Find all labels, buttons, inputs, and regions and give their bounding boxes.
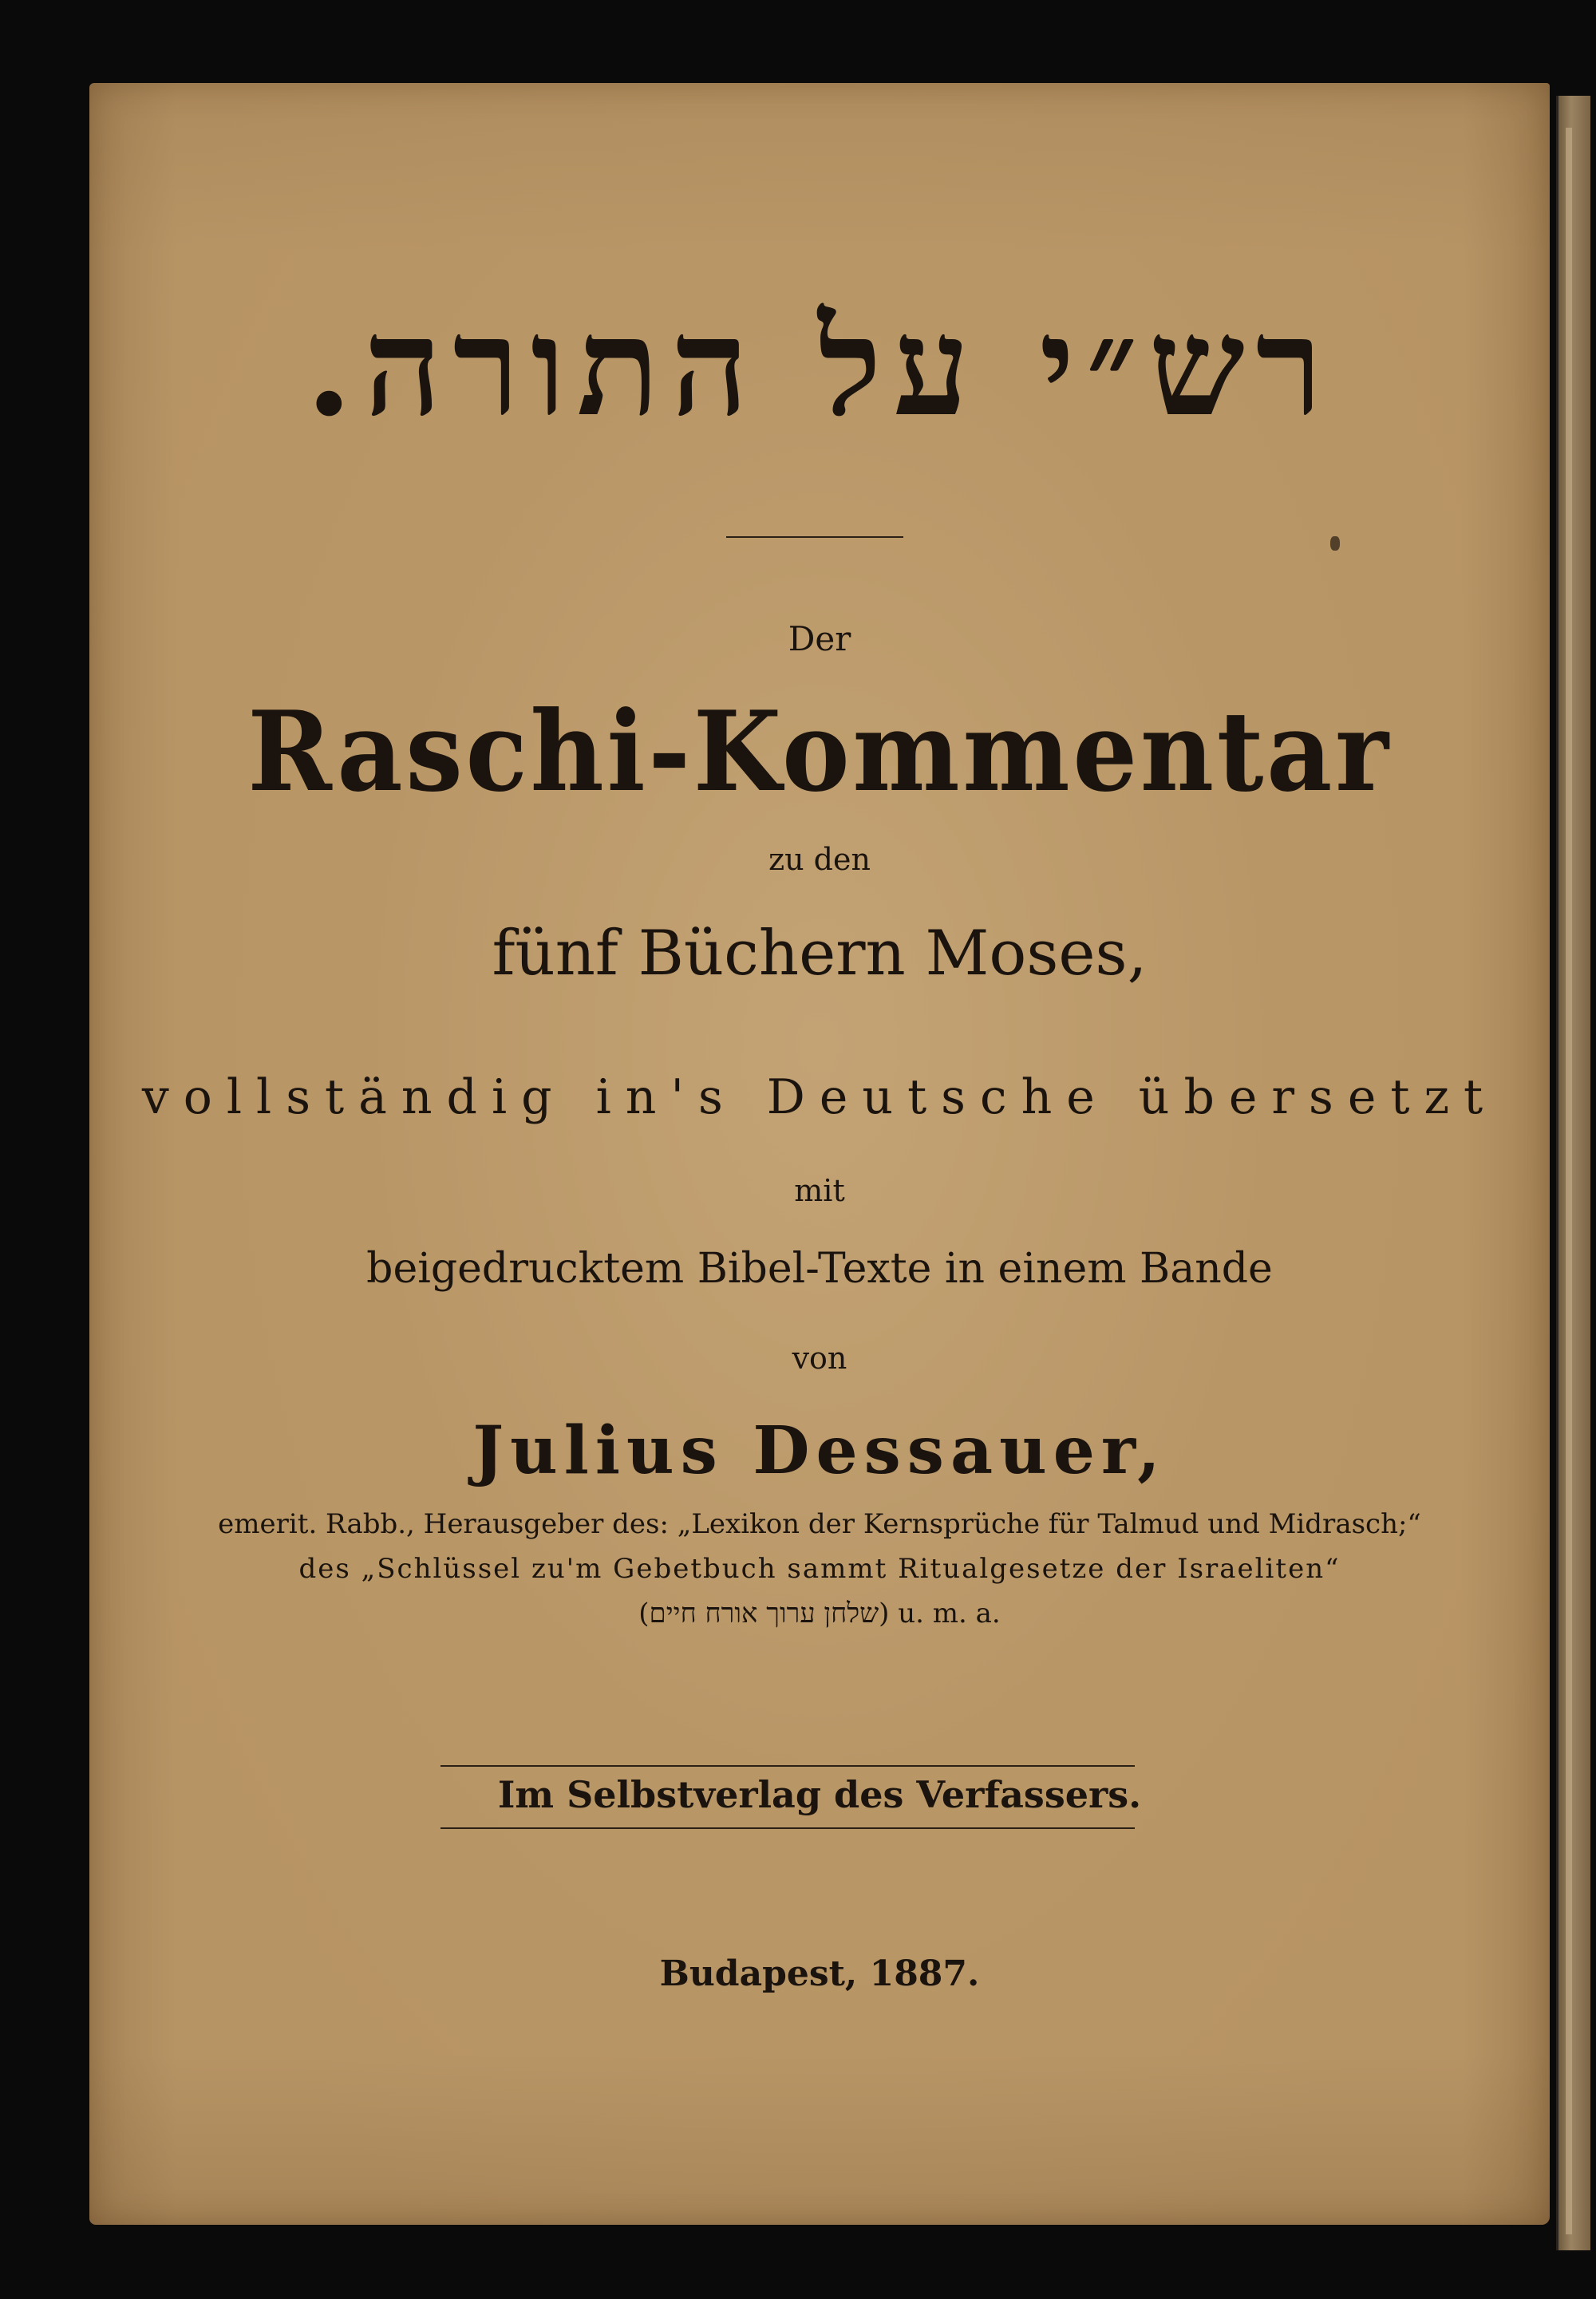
title-article: Der [788,619,851,658]
author-credits-line-2: des „Schlüssel zu'm Gebetbuch sammt Ritualgesetze der Israeliten“ [298,1553,1341,1585]
book-spine-edge [1556,96,1590,2250]
translation-line: vollständig in's Deutsche übersetzt [141,1069,1498,1125]
subject-line: fünf Büchern Moses, [492,918,1148,990]
mit-line: mit [794,1173,845,1208]
publisher-rule-top [440,1765,1135,1767]
place-and-date: Budapest, 1887. [659,1953,980,1994]
next-page-edge [1566,128,1572,2234]
bible-text-line: beigedrucktem Bibel-Texte in einem Bande [366,1245,1273,1293]
paper-speck [1330,536,1340,551]
author-credits-line-3: (שלחן ערוך אורח חיים) u. m. a. [638,1598,1001,1629]
subtitle-connector: zu den [768,842,871,877]
hebrew-title: רש״י על התורה. [305,287,1334,447]
publisher-rule-bottom [440,1827,1135,1829]
author-name: Julius Dessauer, [472,1412,1167,1489]
publisher-line: Im Selbstverlag des Verfassers. [497,1773,1142,1816]
von-line: von [792,1341,847,1376]
author-credits-line-1: emerit. Rabb., Herausgeber des: „Lexikon der Kernsprüche für Talmud und Midrasch;“ [218,1508,1421,1540]
title-divider [726,536,903,538]
main-title: Raschi-Kommentar [247,686,1392,816]
